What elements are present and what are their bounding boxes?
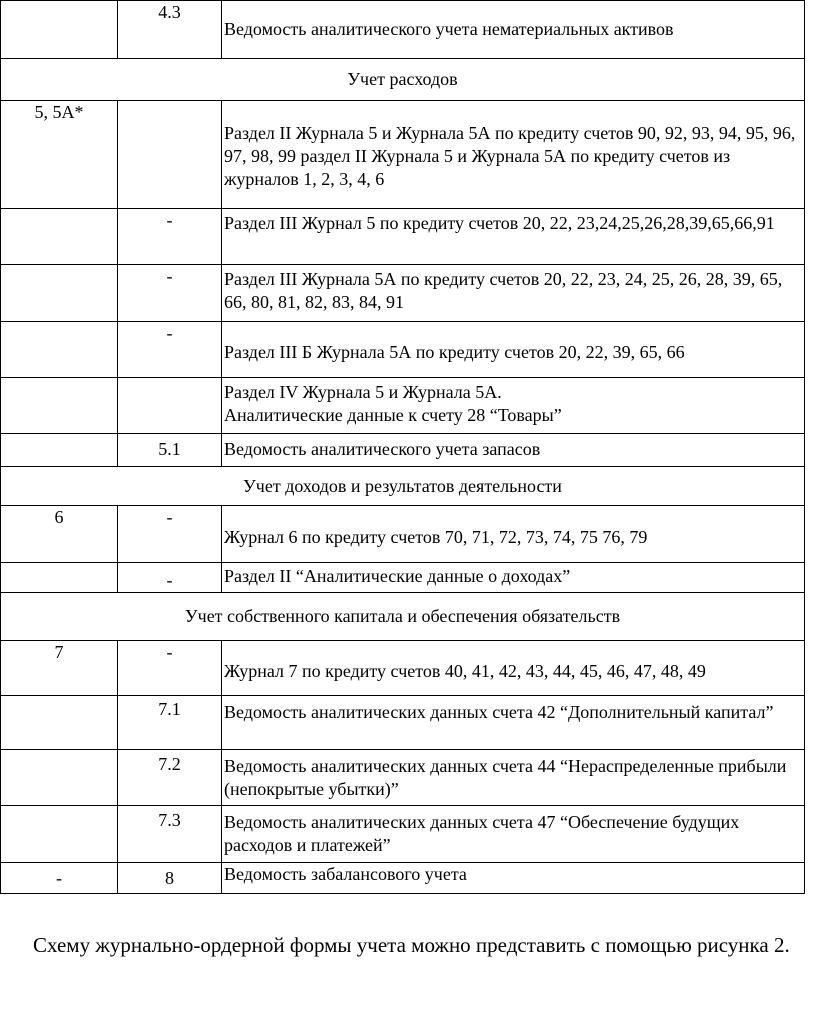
register-description: Ведомость забалансового учета bbox=[224, 864, 467, 884]
register-description-cell bbox=[222, 863, 805, 894]
register-description-cell bbox=[222, 750, 805, 806]
table-row bbox=[1, 434, 805, 467]
journal-number-cell: 7 bbox=[1, 641, 118, 696]
section-title: Учет собственного капитала и обеспечения обязательств bbox=[1, 593, 805, 641]
register-number-cell: 4.3 bbox=[118, 1, 222, 59]
register-description-cell bbox=[222, 434, 805, 467]
table-row bbox=[1, 1, 805, 59]
register-number-cell bbox=[118, 378, 222, 434]
journal-number-cell bbox=[1, 209, 118, 265]
table-row bbox=[1, 506, 805, 563]
register-description: Ведомость аналитического учета запасов bbox=[224, 439, 541, 459]
register-number-cell: 7.3 bbox=[118, 806, 222, 863]
register-number-cell: 5.1 bbox=[118, 434, 222, 467]
register-description-cell bbox=[222, 265, 805, 322]
register-number-cell: - bbox=[118, 209, 222, 265]
table-row bbox=[1, 696, 805, 750]
table-row bbox=[1, 863, 805, 894]
register-description-cell bbox=[222, 322, 805, 378]
register-description: Раздел II “Аналитические данные о доходах” bbox=[224, 566, 571, 586]
journal-number-cell bbox=[1, 750, 118, 806]
register-number-cell: - bbox=[118, 563, 222, 593]
journal-number-cell: 6 bbox=[1, 506, 118, 563]
table-row bbox=[1, 563, 805, 593]
register-number-cell: 8 bbox=[118, 863, 222, 894]
journal-number-cell bbox=[1, 1, 118, 59]
table-row bbox=[1, 641, 805, 696]
register-number-cell: 7.2 bbox=[118, 750, 222, 806]
register-description-cell bbox=[222, 1, 805, 59]
register-description-cell bbox=[222, 101, 805, 209]
journal-number-cell bbox=[1, 378, 118, 434]
register-description-cell bbox=[222, 696, 805, 750]
register-number-cell: 7.1 bbox=[118, 696, 222, 750]
register-description: Ведомость аналитических данных счета 47 “Обеспечение будущих расходов и платежей” bbox=[224, 812, 740, 855]
register-description-line-1: Раздел IV Журнала 5 и Журнала 5А. bbox=[224, 382, 502, 402]
register-number-cell bbox=[118, 101, 222, 209]
register-description: Ведомость аналитических данных счета 42 “Дополнительный капитал” bbox=[224, 702, 774, 722]
register-description: Журнал 7 по кредиту счетов 40, 41, 42, 43, 44, 45, 46, 47, 48, 49 bbox=[224, 660, 706, 681]
section-title: Учет расходов bbox=[1, 59, 805, 101]
journal-number-cell bbox=[1, 265, 118, 322]
register-description-cell bbox=[222, 641, 805, 696]
section-title: Учет доходов и результатов деятельности bbox=[1, 467, 805, 506]
journal-number-cell: 5, 5А* bbox=[1, 101, 118, 209]
journal-number-cell bbox=[1, 563, 118, 593]
register-number-cell: - bbox=[118, 506, 222, 563]
section-header-row bbox=[1, 59, 805, 101]
table-row bbox=[1, 806, 805, 863]
register-number-cell: - bbox=[118, 322, 222, 378]
table-row bbox=[1, 101, 805, 209]
section-header-row bbox=[1, 467, 805, 506]
register-description-cell bbox=[222, 378, 805, 434]
table-row bbox=[1, 265, 805, 322]
register-description: Раздел III Журнала 5А по кредиту счетов 20, 22, 23, 24, 25, 26, 28, 39, 65, 66, 80, 81, 82, 83, 84, 91 bbox=[224, 269, 783, 312]
register-number-cell: - bbox=[118, 641, 222, 696]
table-row bbox=[1, 378, 805, 434]
table-row bbox=[1, 322, 805, 378]
section-header-row bbox=[1, 593, 805, 641]
journal-number-cell bbox=[1, 806, 118, 863]
register-description: Раздел III Б Журнала 5А по кредиту счетов 20, 22, 39, 65, 66 bbox=[224, 342, 685, 362]
register-description-line-2: Аналитические данные к счету 28 “Товары” bbox=[224, 405, 562, 425]
register-number-cell: - bbox=[118, 265, 222, 322]
table-row bbox=[1, 750, 805, 806]
register-description-cell bbox=[222, 506, 805, 563]
register-description: Раздел III Журнал 5 по кредиту счетов 20, 22, 23,24,25,26,28,39,65,66,91 bbox=[224, 213, 775, 233]
journal-number-cell: - bbox=[1, 863, 118, 894]
journal-number-cell bbox=[1, 434, 118, 467]
register-description: Журнал 6 по кредиту счетов 70, 71, 72, 73, 74, 75 76, 79 bbox=[224, 526, 648, 547]
register-description: Раздел II Журнала 5 и Журнала 5А по кредиту счетов 90, 92, 93, 94, 95, 96, 97, 98, 99 раздел II Журнала 5 и Журнала 5А по кредиту счетов из журналов 1, 2, 3, 4, 6 bbox=[224, 123, 796, 189]
journal-number-cell bbox=[1, 322, 118, 378]
register-description-cell bbox=[222, 209, 805, 265]
register-description: Ведомость аналитических данных счета 44 “Нераспределенные прибыли (непокрытые убытки)” bbox=[224, 756, 787, 799]
register-description-cell bbox=[222, 806, 805, 863]
table-row bbox=[1, 209, 805, 265]
body-paragraph: Схему журнально-ордерной формы учета можно представить с помощью рисунка 2. bbox=[33, 933, 790, 957]
journal-number-cell bbox=[1, 696, 118, 750]
register-description-cell bbox=[222, 563, 805, 593]
register-description: Ведомость аналитического учета нематериальных активов bbox=[224, 19, 674, 39]
